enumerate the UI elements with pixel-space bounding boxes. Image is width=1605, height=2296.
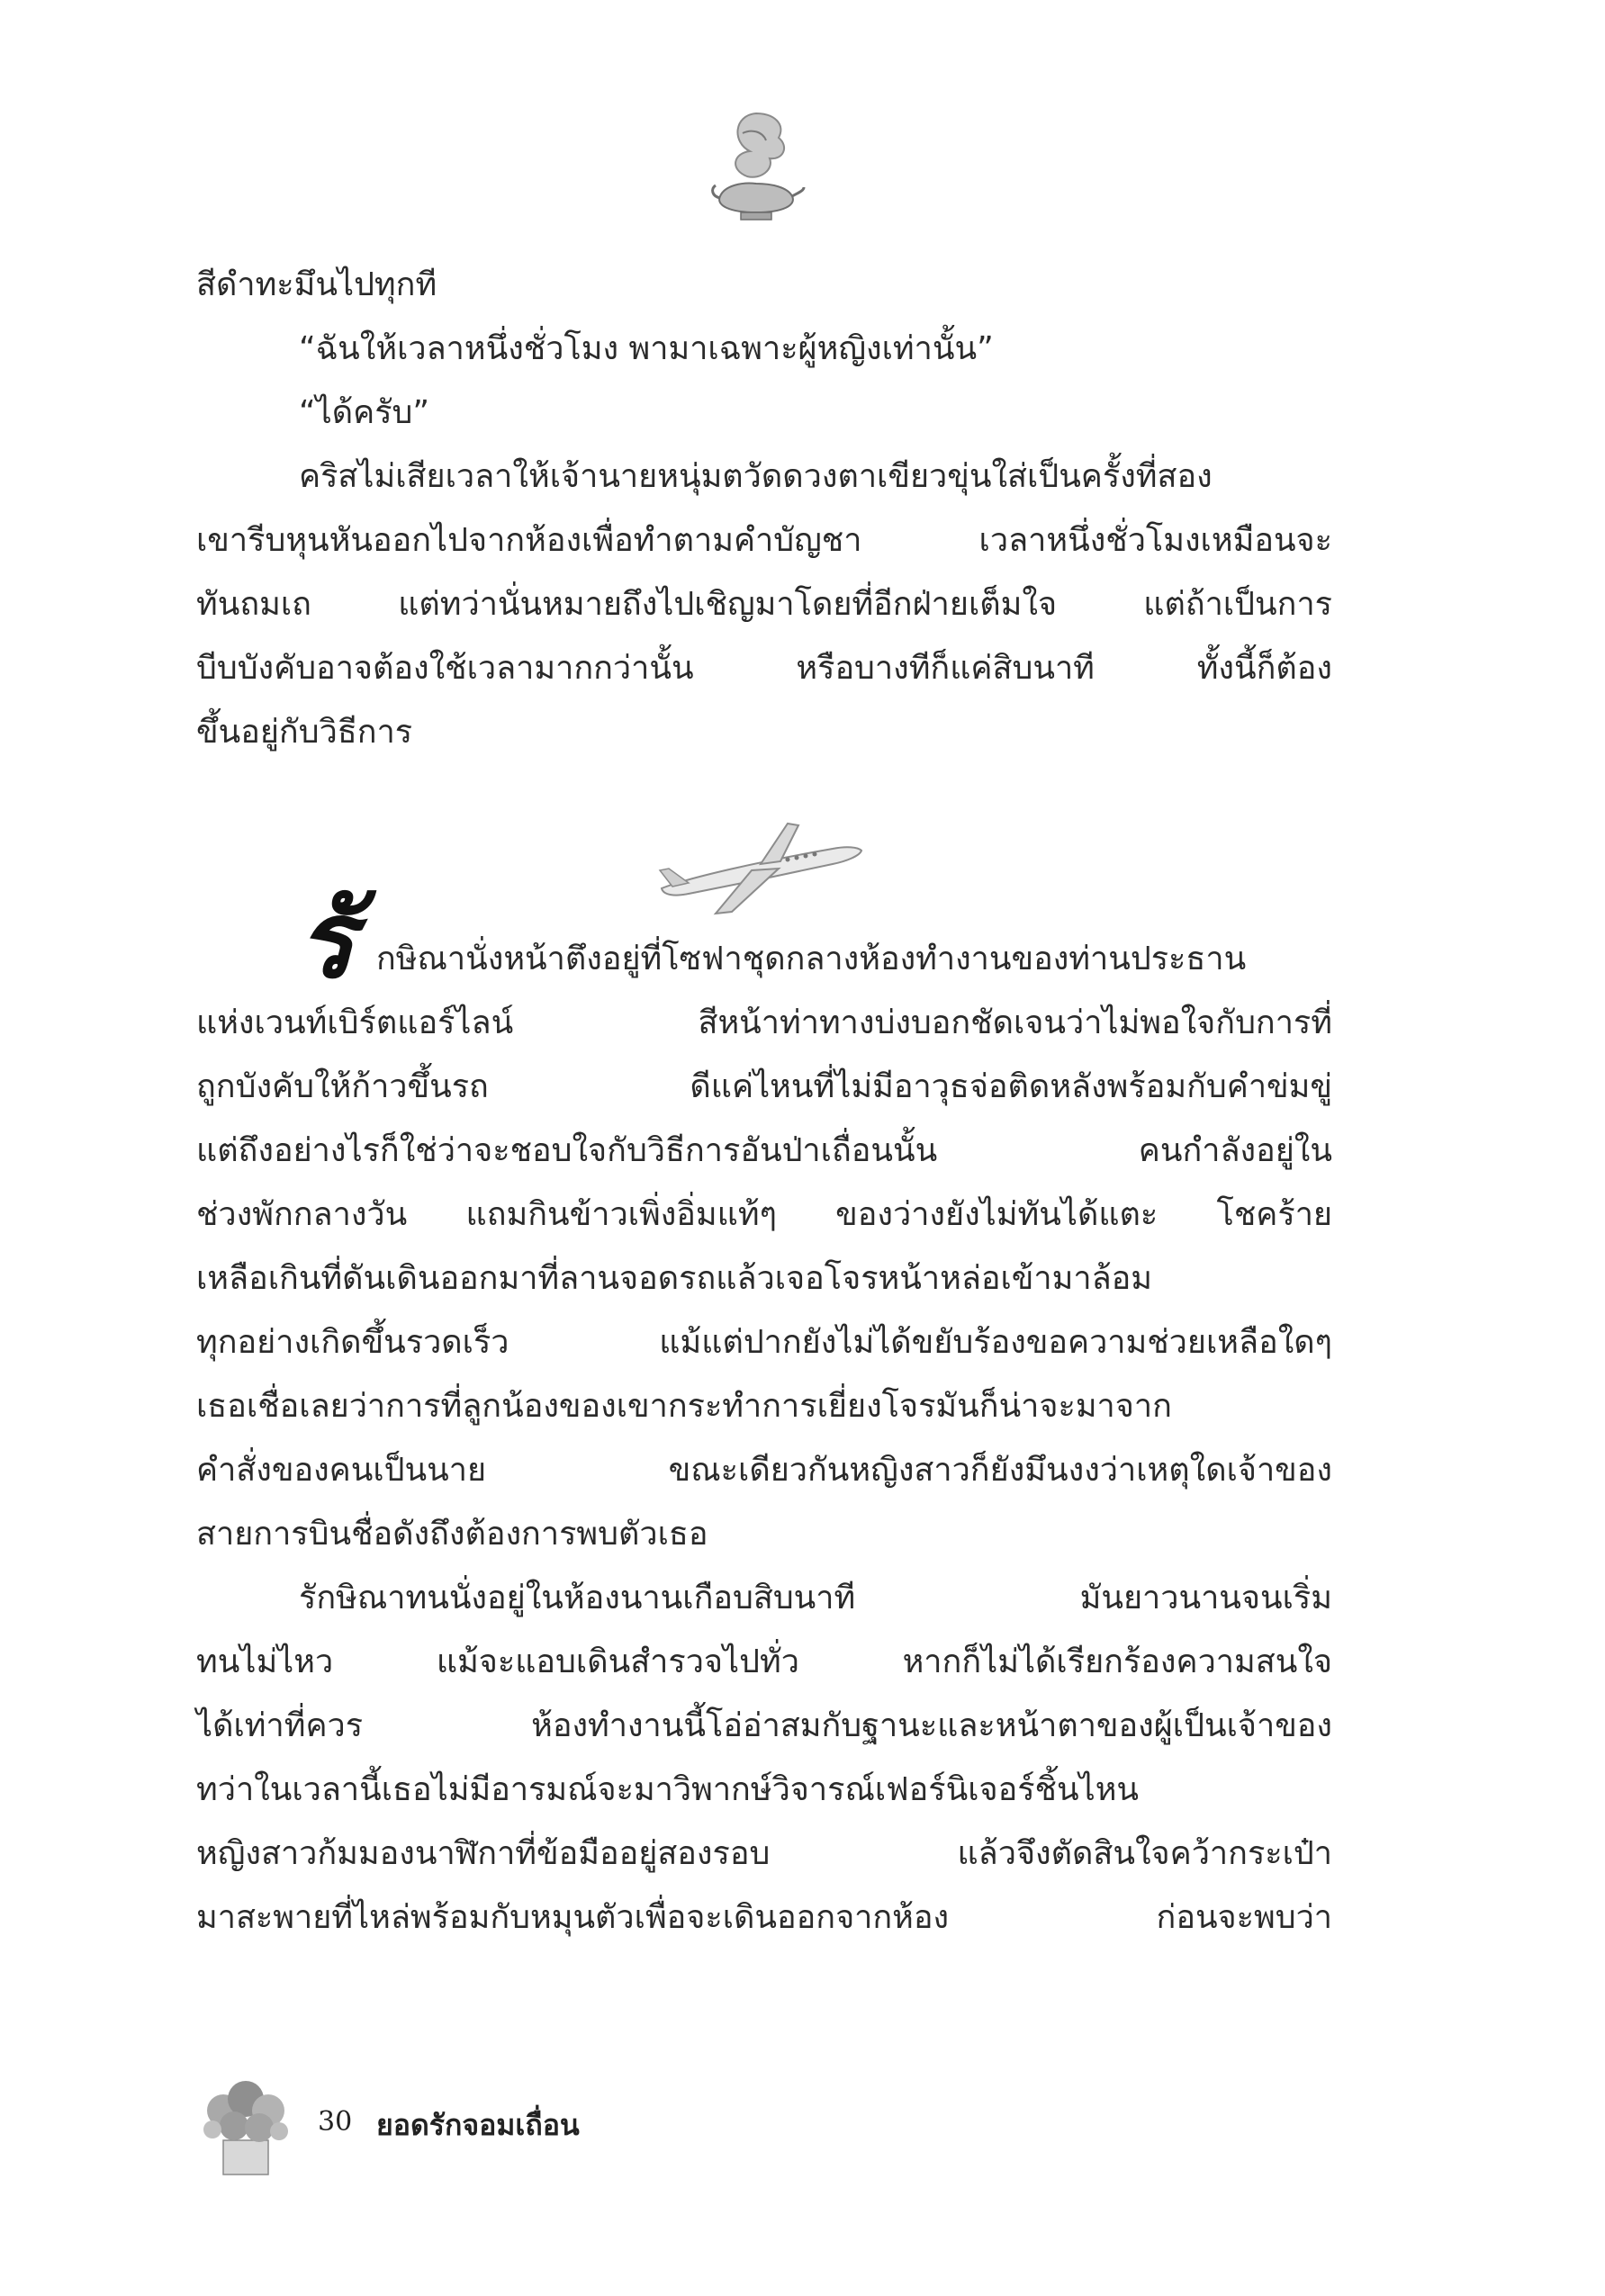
text-line: รักษิณาทนนั่งอยู่ในห้องนานเกือบสิบนาที มันยาวนานจนเริ่ม (299, 1580, 1332, 1616)
text-line: เขารีบหุนหันออกไปจากห้องเพื่อทำตามคำบัญชา เวลาหนึ่งชั่วโมงเหมือนจะ (196, 522, 1332, 559)
text-line: คริสไม่เสียเวลาให้เจ้านายหนุ่มตวัดดวงตาเขียวขุ่นใส่เป็นครั้งที่สอง (299, 458, 1213, 495)
page-number: 30 (318, 2106, 353, 2138)
text-line: กษิณานั่งหน้าตึงอยู่ที่โซฟาชุดกลางห้องทำงานของท่านประธาน (376, 941, 1247, 977)
paragraph-block-1 (196, 253, 1332, 764)
airplane-icon (653, 815, 869, 923)
text-line: ทนไม่ไหว แม้จะแอบเดินสำรวจไปทั่ว หากก็ไม่ได้เรียกร้องความสนใจ (196, 1643, 1332, 1680)
dialogue-line: “ฉันให้เวลาหนึ่งชั่วโมง พามาเฉพาะผู้หญิงเท่านั้น” (299, 330, 994, 367)
book-title: ยอดรักจอมเถื่อน (376, 2108, 580, 2142)
paragraph-block-2 (196, 927, 1332, 1949)
text-line: เธอเชื่อเลยว่าการที่ลูกน้องของเขากระทำการเยี่ยงโจรมันก็น่าจะมาจาก (196, 1388, 1172, 1425)
text-line: บีบบังคับอาจต้องใช้เวลามากกว่านั้น หรือบางทีก็แค่สิบนาที ทั้งนี้ก็ต้อง (196, 650, 1332, 687)
text-line: ทันถมเถ แต่ทว่านั่นหมายถึงไปเชิญมาโดยที่อีกฝ่ายเต็มใจ แต่ถ้าเป็นการ (196, 586, 1332, 623)
text-line: หญิงสาวก้มมองนาฬิกาที่ข้อมืออยู่สองรอบ แล้วจึงตัดสินใจคว้ากระเป๋า (196, 1835, 1332, 1872)
text-line: ช่วงพักกลางวัน แถมกินข้าวเพิ่งอิ่มแท้ๆ ของว่างยังไม่ทันได้แตะ โชคร้าย (196, 1196, 1332, 1233)
text-line: ทว่าในเวลานี้เธอไม่มีอารมณ์จะมาวิพากษ์วิจารณ์เฟอร์นิเจอร์ชิ้นไหน (196, 1771, 1140, 1808)
dialogue-line: “ได้ครับ” (299, 394, 430, 431)
genie-lamp-icon (707, 106, 806, 228)
text-line: สีดำทะมึนไปทุกที (196, 266, 437, 303)
text-line: ถูกบังคับให้ก้าวขึ้นรถ ดีแค่ไหนที่ไม่มีอาวุธจ่อติดหลังพร้อมกับคำข่มขู่ (196, 1068, 1332, 1105)
text-line: ได้เท่าที่ควร ห้องทำงานนี้โอ่อ่าสมกับฐานะและหน้าตาของผู้เป็นเจ้าของ (196, 1707, 1332, 1744)
page-footer (196, 2070, 736, 2187)
text-line: เหลือเกินที่ดันเดินออกมาที่ลานจอดรถแล้วเจอโจรหน้าหล่อเข้ามาล้อม (196, 1260, 1152, 1297)
flower-bouquet-icon (196, 2070, 295, 2178)
text-line: คำสั่งของคนเป็นนาย ขณะเดียวกันหญิงสาวก็ยังมึนงงว่าเหตุใดเจ้าของ (196, 1452, 1332, 1489)
text-line: แห่งเวนท์เบิร์ตแอร์ไลน์ สีหน้าท่าทางบ่งบอกชัดเจนว่าไม่พอใจกับการที่ (196, 1004, 1332, 1041)
text-line: ทุกอย่างเกิดขึ้นรวดเร็ว แม้แต่ปากยังไม่ได้ขยับร้องขอความช่วยเหลือใดๆ (196, 1324, 1332, 1361)
text-line: สายการบินชื่อดังถึงต้องการพบตัวเธอ (196, 1516, 708, 1553)
text-line: แต่ถึงอย่างไรก็ใช่ว่าจะชอบใจกับวิธีการอันป่าเถื่อนนั้น คนกำลังอยู่ใน (196, 1132, 1332, 1169)
text-line: มาสะพายที่ไหล่พร้อมกับหมุนตัวเพื่อจะเดินออกจากห้อง ก่อนจะพบว่า (196, 1899, 1332, 1936)
drop-cap: รั (297, 878, 355, 1002)
text-line: ขึ้นอยู่กับวิธีการ (196, 714, 413, 751)
